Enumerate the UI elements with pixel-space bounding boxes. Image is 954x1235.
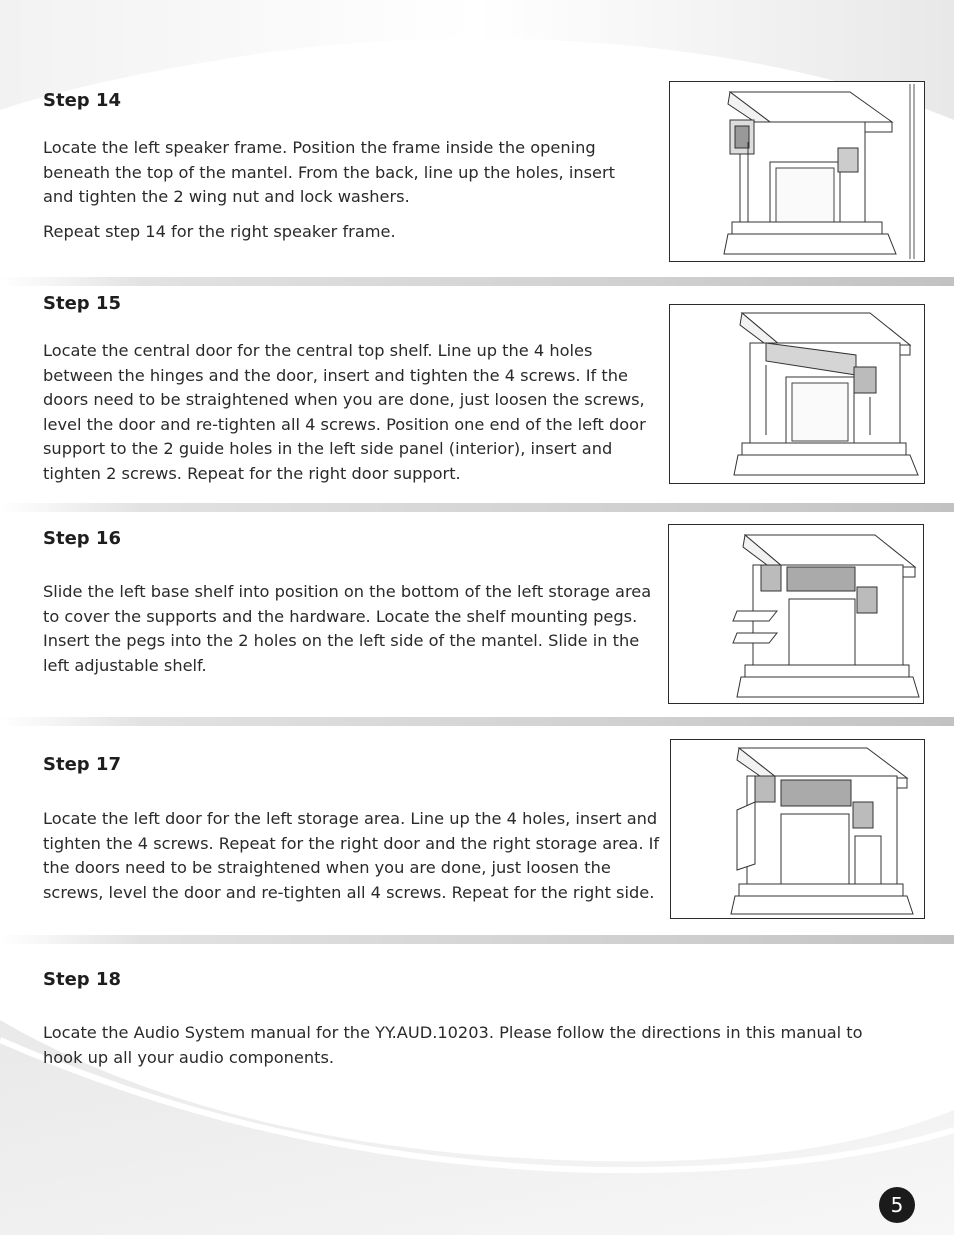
step-15-illustration xyxy=(669,304,925,484)
section-divider xyxy=(0,277,954,286)
step-16-illustration xyxy=(668,524,924,704)
step-17-title: Step 17 xyxy=(43,754,121,775)
step-17-text: Locate the left door for the left storage area. Line up the 4 holes, insert and tighten the 4 screws. Repeat for the right door and the right storage area. If the doors need to be straightened when you are done, just loosen the screws, level the door and re-tighten all 4 screws. Repeat for the right side. xyxy=(43,809,660,902)
step-15-title: Step 15 xyxy=(43,293,121,314)
mantel-speaker-frame-drawing xyxy=(670,82,924,261)
step-14-illustration xyxy=(669,81,925,262)
mantel-base-shelf-drawing xyxy=(669,525,923,703)
section-divider xyxy=(0,717,954,726)
step-16-title: Step 16 xyxy=(43,528,121,549)
section-divider xyxy=(0,503,954,512)
step-14-title: Step 14 xyxy=(43,90,121,111)
step-14-text: Locate the left speaker frame. Position the frame inside the opening beneath the top of the mantel. From the back, line up the holes, insert and tighten the 2 wing nut and lock washers. xyxy=(43,138,615,207)
step-18-title: Step 18 xyxy=(43,969,121,990)
section-divider xyxy=(0,935,954,944)
step-14-note: Repeat step 14 for the right speaker frame. xyxy=(43,222,396,241)
page-number-badge: 5 xyxy=(879,1187,915,1223)
step-17-illustration xyxy=(670,739,925,919)
step-15-text: Locate the central door for the central top shelf. Line up the 4 holes between the hinges and the door, insert and tighten the 4 screws. If the doors need to be straightened when you are done, just loosen the screws, level the door and re-tighten all 4 screws. Position one end of the left door support to the 2 guide holes in the left side panel (interior), insert and tighten 2 screws. Repeat for the right door support. xyxy=(43,341,646,483)
mantel-storage-door-drawing xyxy=(671,740,924,918)
mantel-central-door-drawing xyxy=(670,305,924,483)
step-16-text: Slide the left base shelf into position on the bottom of the left storage area to cover the supports and the hardware. Locate the shelf mounting pegs. Insert the pegs into the 2 holes on the left side of the mantel. Slide in the left adjustable shelf. xyxy=(43,582,652,675)
step-18-text: Locate the Audio System manual for the YY.AUD.10203. Please follow the directions in this manual to hook up all your audio components. xyxy=(43,1023,863,1067)
